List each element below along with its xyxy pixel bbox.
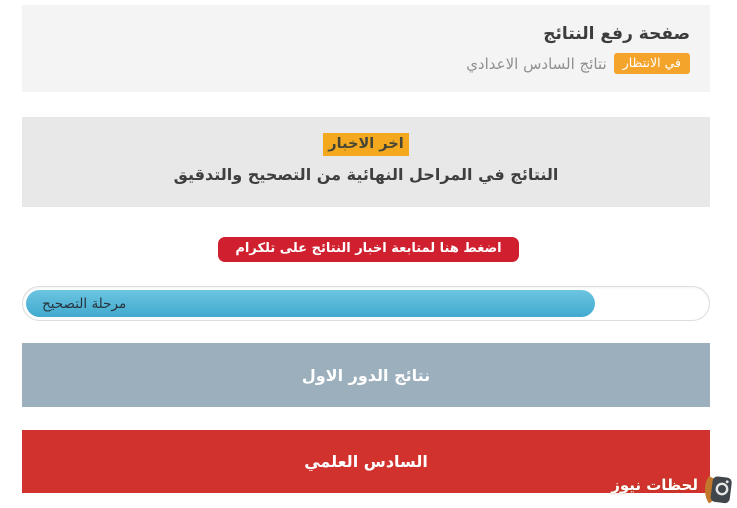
watermark-text: لحظات نيوز <box>611 475 698 494</box>
watermark <box>611 471 734 507</box>
progress-fill <box>26 290 595 317</box>
latest-news-box <box>22 117 710 207</box>
progress-stage-label: مرحلة التصحيح <box>42 295 127 312</box>
sixth-scientific-bar[interactable] <box>22 430 710 493</box>
upload-results-box <box>22 5 710 92</box>
status-row <box>22 53 690 74</box>
first-round-results-bar[interactable] <box>22 343 710 407</box>
camera-logo-icon <box>702 471 734 507</box>
page-title: صفحة رفع النتائج <box>543 24 690 44</box>
status-badge: في الانتظار <box>614 53 690 74</box>
news-text: النتائج في المراحل النهائية من التصحيح والتدقيق <box>173 165 559 185</box>
first-round-results-label: نتائج الدور الاول <box>301 365 431 385</box>
status-text: نتائج السادس الاعدادي <box>466 54 607 73</box>
news-label: اخر الاخبار <box>323 133 408 156</box>
sixth-scientific-label: السادس العلمي <box>304 452 428 472</box>
telegram-follow-button[interactable]: اضغط هنا لمتابعة اخبار النتائج على تلكرام <box>218 237 518 262</box>
progress-track <box>22 286 710 321</box>
